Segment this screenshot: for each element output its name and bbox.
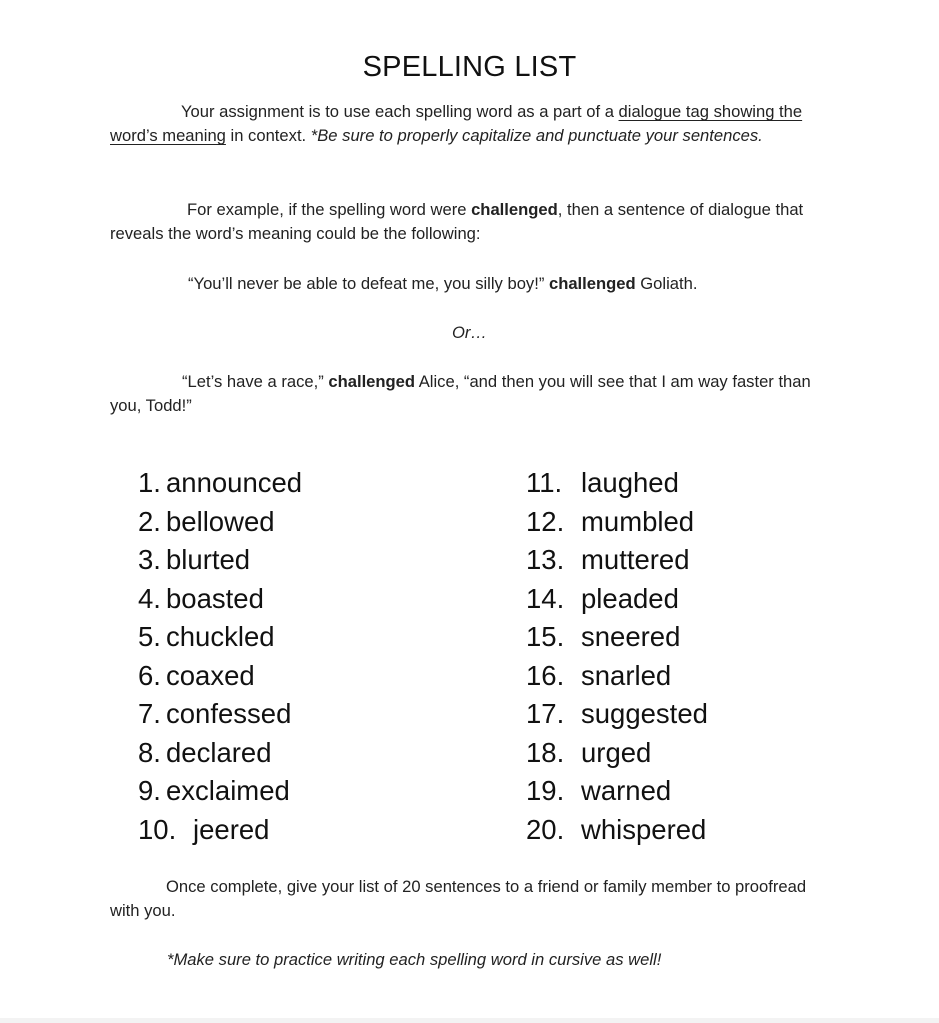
list-item-word: whispered bbox=[581, 813, 707, 845]
intro-underlined-text: dialogue tag showing the word’s meaning bbox=[110, 102, 803, 145]
list-item-word: muttered bbox=[581, 544, 690, 575]
list-item-number: 20. bbox=[526, 813, 565, 845]
example-text-after: , then a sentence of dialogue that reveals the word’s meaning could be the following: bbox=[110, 200, 804, 243]
list-item-word: exclaimed bbox=[166, 775, 290, 806]
list-item-word: chuckled bbox=[166, 621, 275, 652]
list-item-number: 4. bbox=[138, 582, 161, 614]
cursive-reminder: *Make sure to practice writing each spelling word in cursive as well! bbox=[167, 950, 662, 969]
list-item-number: 16. bbox=[526, 659, 565, 691]
list-item-number: 13. bbox=[526, 544, 565, 575]
list-item bbox=[138, 695, 302, 734]
list-item bbox=[526, 503, 708, 542]
list-item-word: snarled bbox=[581, 659, 672, 691]
list-item bbox=[138, 734, 302, 773]
list-item bbox=[526, 618, 708, 657]
list-item bbox=[138, 464, 302, 503]
quote-one-text: “You’ll never be able to defeat me, you silly boy!” bbox=[188, 274, 549, 293]
intro-text: Your assignment is to use each spelling word as a part of a bbox=[181, 102, 619, 121]
list-item bbox=[526, 541, 708, 580]
quote-two-bold-word: challenged bbox=[328, 372, 416, 391]
list-item-number: 9. bbox=[138, 775, 161, 806]
list-item-word: sneered bbox=[581, 621, 681, 652]
list-item-word: laughed bbox=[581, 467, 679, 498]
list-item-word: suggested bbox=[581, 698, 708, 729]
example-text: For example, if the spelling word were bbox=[187, 200, 472, 219]
closing-paragraph: Once complete, give your list of 20 sentences to a friend or family member to proofread with you. bbox=[110, 877, 807, 920]
list-item bbox=[526, 772, 708, 811]
list-item-number: 2. bbox=[138, 505, 161, 537]
list-item bbox=[138, 811, 302, 850]
quote-two-text-after: Alice, “and then you will see that I am way faster than you, Todd!” bbox=[110, 372, 811, 415]
list-item bbox=[138, 657, 302, 696]
list-item-number: 5. bbox=[138, 621, 161, 652]
list-item-word: warned bbox=[581, 775, 672, 806]
list-item-number: 15. bbox=[526, 621, 565, 652]
spelling-list-right bbox=[526, 464, 708, 849]
list-item-word: urged bbox=[581, 736, 652, 768]
list-item bbox=[526, 580, 708, 619]
or-separator: Or… bbox=[451, 323, 488, 342]
list-item-word: coaxed bbox=[166, 659, 255, 691]
spelling-list-left bbox=[138, 464, 302, 849]
list-item-word: boasted bbox=[166, 582, 264, 614]
list-item bbox=[526, 657, 708, 696]
list-item-number: 6. bbox=[138, 659, 161, 691]
list-item-word: confessed bbox=[166, 698, 292, 729]
list-item-number: 11. bbox=[526, 467, 563, 498]
list-item bbox=[526, 464, 708, 503]
list-item bbox=[526, 734, 708, 773]
example-bold-word: challenged bbox=[471, 200, 558, 219]
list-item-word: declared bbox=[166, 736, 272, 768]
list-item-number: 7. bbox=[138, 698, 161, 729]
list-item bbox=[138, 503, 302, 542]
list-item-word: blurted bbox=[166, 544, 251, 575]
list-item-number: 14. bbox=[526, 582, 565, 614]
list-item-word: mumbled bbox=[581, 505, 695, 537]
list-item bbox=[138, 541, 302, 580]
list-item-number: 3. bbox=[138, 544, 161, 575]
quote-two bbox=[110, 370, 825, 418]
list-item bbox=[138, 772, 302, 811]
list-item bbox=[526, 695, 708, 734]
list-item-number: 17. bbox=[526, 698, 565, 729]
list-item bbox=[526, 811, 708, 850]
quote-two-text: “Let’s have a race,” bbox=[182, 372, 329, 391]
list-item bbox=[138, 618, 302, 657]
list-item-word: pleaded bbox=[581, 582, 679, 614]
intro-italic-note: *Be sure to properly capitalize and punctuate your sentences. bbox=[310, 126, 763, 145]
intro-text-after: in context. bbox=[225, 126, 311, 145]
list-item-number: 8. bbox=[138, 736, 161, 768]
list-item bbox=[138, 580, 302, 619]
list-item-number: 12. bbox=[526, 505, 565, 537]
quote-one bbox=[110, 272, 825, 296]
quote-one-bold-word: challenged bbox=[548, 274, 636, 293]
page-title: SPELLING LIST bbox=[362, 51, 577, 83]
list-item-word: announced bbox=[166, 467, 303, 498]
list-item-word: bellowed bbox=[166, 505, 275, 537]
example-paragraph bbox=[110, 198, 825, 246]
list-item-number: 19. bbox=[526, 775, 565, 806]
intro-paragraph bbox=[110, 100, 825, 148]
list-item-word: jeered bbox=[193, 813, 270, 845]
list-item-number: 18. bbox=[526, 736, 565, 768]
list-item-number: 1. bbox=[138, 467, 161, 498]
list-item-number: 10. bbox=[138, 813, 177, 845]
quote-one-text-after: Goliath. bbox=[635, 274, 698, 293]
